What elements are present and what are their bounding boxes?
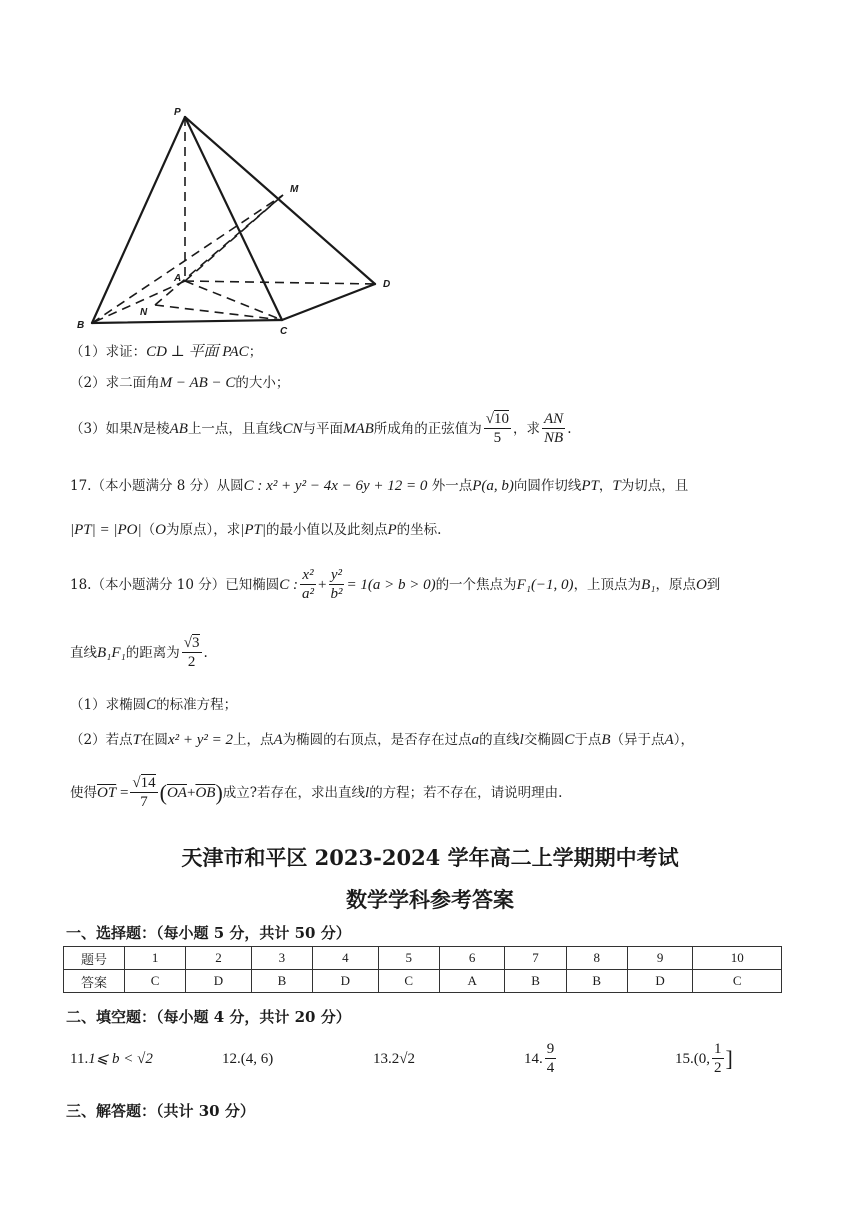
q18-line2: 直线 B₁F₁ 的距离为 $\frac{√3}{2}$ .: [70, 635, 208, 670]
q18-part1: （1）求椭圆C的标准方程；: [70, 697, 238, 713]
math-circle-equation: C : x² + y² − 4x − 6y + 12 = 0: [243, 478, 428, 494]
fraction-sqrt14-over-7: $\frac{√14}{7}$: [132, 775, 156, 810]
edge-PD: [185, 117, 375, 284]
edge-PC: [185, 117, 282, 320]
table-cell: 3: [251, 947, 312, 970]
table-cell: A: [439, 970, 505, 993]
edge-AB: [92, 281, 185, 323]
label-M: M: [290, 184, 299, 195]
label-C: C: [280, 326, 288, 337]
table-cell: C: [378, 970, 439, 993]
edge-BC: [92, 320, 282, 323]
edge-AM: [185, 195, 283, 281]
q16-part1: （1）求证：CD ⊥ 平面 PAC；: [70, 344, 263, 360]
section-solution-heading: 三、解答题：（共计 30 分）: [66, 1102, 255, 1120]
math-dihedral: M − AB − C: [159, 375, 236, 391]
fill-answer-14: 14. $\frac{9}{4}$: [524, 1041, 555, 1076]
table-cell: B: [505, 970, 566, 993]
fraction-sqrt10-over-5: $\frac{√10}{5}$: [485, 411, 510, 446]
fill-answer-15: 15. (0, $\frac{1}{2}$ ]: [675, 1041, 733, 1076]
math-cd-perp: CD ⊥ 平面 PAC: [146, 344, 249, 360]
table-cell: 题号: [64, 947, 125, 970]
fraction-9-over-4: $\frac{9}{4}$: [546, 1041, 555, 1076]
q18-part2: （2）若点T在圆x² + y² = 2上，点A为椭圆的右顶点，是否存在过点a的直线l交椭圆C于点B（异于点A），: [70, 732, 694, 748]
table-cell: 10: [693, 947, 782, 970]
fill-answer-12: 12.(4, 6): [222, 1051, 274, 1067]
table-cell: 9: [627, 947, 693, 970]
fill-answer-11: 11.1⩽ b < √2: [70, 1051, 153, 1067]
q18-line1: 18.（本小题满分 10 分）已知椭圆 C : $\frac{\text{x²}}{\text{a²}}$ + $\frac{\text{y²}}{\text{b²}}$ = 1(a > b > 0) 的一个焦点为 F₁(−1, 0) ，上顶点为 B₁ ，原点 O 到: [70, 567, 721, 602]
fraction-x2-a2: $\frac{\text{x²}}{\text{a²}}$: [301, 567, 314, 602]
label-A: A: [174, 273, 182, 284]
pyramid-figure: [70, 95, 410, 345]
q17-line1: 17.（本小题满分 8 分）从圆C : x² + y² − 4x − 6y + 12 = 0 外一点P(a, b)向圆作切线PT，T为切点，且: [70, 478, 689, 494]
table-cell: D: [186, 970, 252, 993]
fraction-1-over-2: $\frac{1}{2}$: [714, 1041, 722, 1076]
table-row: [64, 947, 782, 970]
q18-part2-cont: 使得 $\overline{OT}$ = $\frac{√14}{7}$ ( $\overline{OA}$ + $\overline{OB}$ ) 成立?若存在，求出直线 l 的方程；若不存在，请说明理由.: [70, 775, 563, 810]
answer-key-title: 天津市和平区 2023-2024 学年高二上学期期中考试: [181, 845, 679, 870]
table-cell: B: [566, 970, 627, 993]
table-cell: 答案: [64, 970, 125, 993]
table-cell: C: [693, 970, 782, 993]
fill-answer-13: 13.2√2: [373, 1051, 415, 1067]
table-cell: 1: [125, 947, 186, 970]
answer-key-subtitle: 数学学科参考答案: [346, 887, 514, 912]
q16-part3: （3）如果 N 是棱 AB 上一点，且直线 CN 与平面 MAB 所成角的正弦值为 $\frac{√10}{5}$ ，求 $\frac{AN}{NB}$ .: [70, 411, 572, 446]
table-row: [64, 970, 782, 993]
table-cell: 7: [505, 947, 566, 970]
label-B: B: [77, 320, 85, 331]
q16-part2: （2）求二面角M − AB − C的大小；: [70, 375, 290, 391]
label-D: D: [383, 279, 391, 290]
table-cell: C: [125, 970, 186, 993]
table-cell: 8: [566, 947, 627, 970]
edge-NC: [155, 305, 282, 320]
label-P: P: [174, 107, 181, 118]
fraction-an-nb: $\frac{AN}{NB}$: [544, 411, 564, 446]
edge-NM: [155, 195, 283, 305]
section-choice-heading: 一、选择题：（每小题 5 分，共计 50 分）: [66, 924, 351, 942]
table-cell: 4: [312, 947, 378, 970]
table-cell: 6: [439, 947, 505, 970]
label-N: N: [140, 307, 148, 318]
table-cell: 2: [186, 947, 252, 970]
table-cell: D: [627, 970, 693, 993]
q17-line2: |PT| = |PO|（O为原点），求|PT|的最小值以及此刻点P的坐标.: [70, 522, 442, 538]
fraction-sqrt3-over-2: $\frac{√3}{2}$: [183, 635, 200, 670]
table-cell: B: [251, 970, 312, 993]
answer-table: [63, 946, 782, 993]
table-cell: 5: [378, 947, 439, 970]
fraction-y2-b2: $\frac{\text{y²}}{\text{b²}}$: [330, 567, 343, 602]
section-fill-heading: 二、填空题：（每小题 4 分，共计 20 分）: [66, 1008, 351, 1026]
edge-CD: [282, 284, 375, 320]
edge-AD: [185, 281, 375, 284]
table-cell: D: [312, 970, 378, 993]
